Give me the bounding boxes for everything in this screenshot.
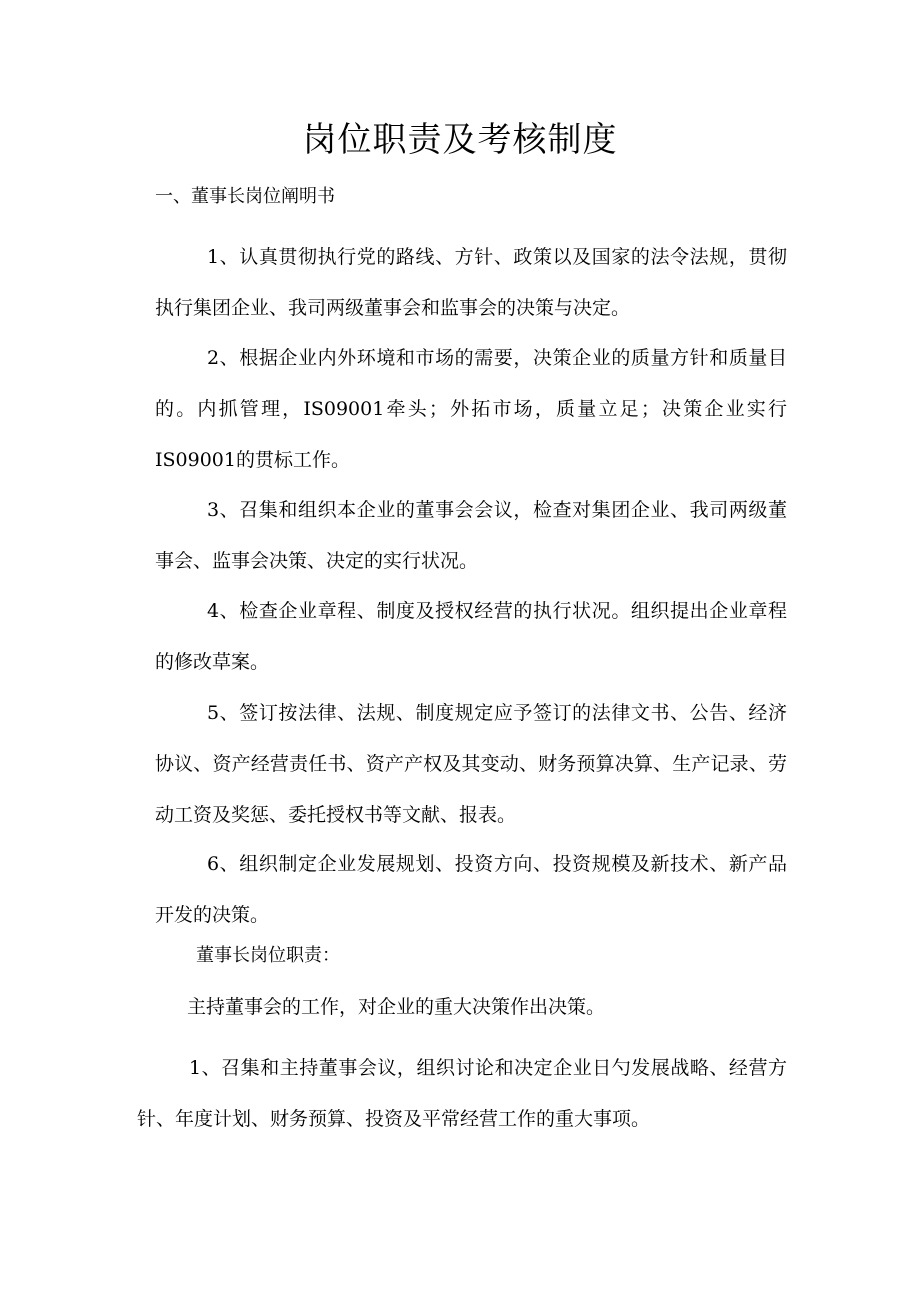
- paragraph-4: 4、检查企业章程、制度及授权经营的执行状况。组织提出企业章程的修改草案。: [155, 600, 787, 673]
- paragraph-3: 3、召集和组织本企业的董事会会议，检查对集团企业、我司两级董事会、监事会决策、决定的实行状况。: [155, 499, 787, 572]
- duties-intro: 主持董事会的工作，对企业的重大决策作出决策。: [187, 996, 606, 1018]
- duties-item-1: 1、召集和主持董事会议，组织讨论和决定企业日勺发展战略、经营方针、年度计划、财务预算、投资及平常经营工作的重大事项。: [137, 1057, 787, 1130]
- paragraph-1: 1、认真贯彻执行党的路线、方针、政策以及国家的法令法规，贯彻执行集团企业、我司两级董事会和监事会的决策与决定。: [155, 246, 787, 319]
- paragraph-6: 6、组织制定企业发展规划、投资方向、投资规模及新技术、新产品开发的决策。: [155, 853, 787, 926]
- section-heading: 一、董事长岗位阐明书: [155, 186, 335, 207]
- paragraph-2: 2、根据企业内外环境和市场的需要，决策企业的质量方针和质量目的。内抓管理，IS09001牵头；外拓市场，质量立足；决策企业实行IS09001的贯标工作。: [155, 347, 787, 471]
- duties-heading: 董事长岗位职责：: [196, 945, 340, 966]
- paragraph-5: 5、签订按法律、法规、制度规定应予签订的法律文书、公告、经济协议、资产经营责任书、资产产权及其变动、财务预算决算、生产记录、劳动工资及奖惩、委托授权书等文献、报表。: [155, 702, 787, 826]
- document-title: 岗位职责及考核制度: [302, 120, 618, 160]
